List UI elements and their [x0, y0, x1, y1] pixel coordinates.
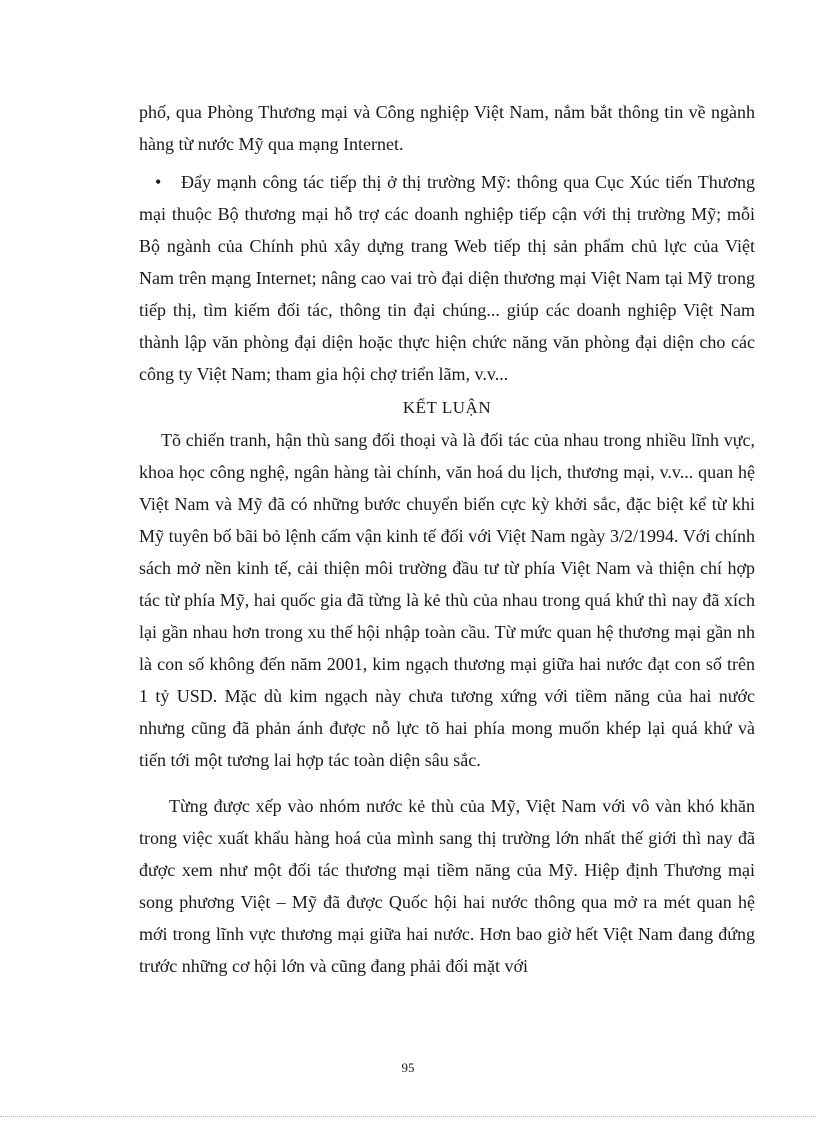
paragraph-continuation: phố, qua Phòng Thương mại và Công nghiệp Việt Nam, nắm bắt thông tin về ngành hàng từ nước Mỹ qua mạng Internet.: [139, 102, 755, 154]
section-heading: KẾT LUẬN: [402, 398, 492, 417]
bullet-icon: •: [155, 172, 162, 192]
conclusion-paragraph-1: Tõ chiến tranh, hận thù sang đối thoại và là đối tác của nhau trong nhiều lĩnh vực, khoa học công nghệ, ngân hàng tài chính, văn hoá du lịch, thương mại, v.v... quan hệ Việt Nam và Mỹ đã có những bước chuyển biến cực kỳ khởi sắc, đặc biệt kể từ khi Mỹ tuyên bố bãi bỏ lệnh cấm vận kinh tế đối với Việt Nam ngày 3/2/1994. Với chính sách mở nền kinh tế, cải thiện môi trường đầu tư từ phía Việt Nam và thiện chí hợp tác từ phía Mỹ, hai quốc gia đã từng là kẻ thù của nhau trong quá khứ thì nay đã xích lại gần nhau hơn trong xu thế hội nhập toàn cầu. Từ mức quan hệ thương mại gần nh là con số không đến năm 2001, kim ngạch thương mại giữa hai nước đạt con số trên 1 tỷ USD. Mặc dù kim ngạch này chưa tương xứng với tiềm năng của hai nước nhưng cũng đã phản ánh được nỗ lực tõ hai phía mong muốn khép lại quá khứ và tiến tới một tương lai hợp tác toàn diện sâu sắc.: [139, 430, 755, 770]
conclusion-paragraph-2: Từng được xếp vào nhóm nước kẻ thù của Mỹ, Việt Nam với vô vàn khó khăn trong việc xuất khẩu hàng hoá của mình sang thị trường lớn nhất thế giới thì nay đã được xem như một đối tác thương mại tiềm năng của Mỹ. Hiệp định Thương mại song phương Việt – Mỹ đã được Quốc hội hai nước thông qua mở ra mét quan hệ mới trong lĩnh vực thương mại giữa hai nước. Hơn bao giờ hết Việt Nam đang đứng trước những cơ hội lớn và cũng đang phải đối mặt với: [139, 796, 755, 976]
page-body: [139, 96, 755, 982]
bullet-item: [139, 166, 755, 390]
bullet-item-text: Đẩy mạnh công tác tiếp thị ở thị trường Mỹ: thông qua Cục Xúc tiến Thương mại thuộc Bộ thương mại hỗ trợ các doanh nghiệp tiếp cận với thị trường Mỹ; mỗi Bộ ngành của Chính phủ xây dựng trang Web tiếp thị sản phẩm chủ lực của Việt Nam trên mạng Internet; nâng cao vai trò đại diện thương mại Việt Nam tại Mỹ trong tiếp thị, tìm kiếm đối tác, thông tin đại chúng... giúp các doanh nghiệp Việt Nam thành lập văn phòng đại diện hoặc thực hiện chức năng văn phòng đại diện cho các công ty Việt Nam; tham gia hội chợ triển lãm, v.v...: [139, 172, 755, 384]
page-number: 95: [401, 1060, 415, 1075]
page-bottom-border: [0, 1116, 816, 1117]
